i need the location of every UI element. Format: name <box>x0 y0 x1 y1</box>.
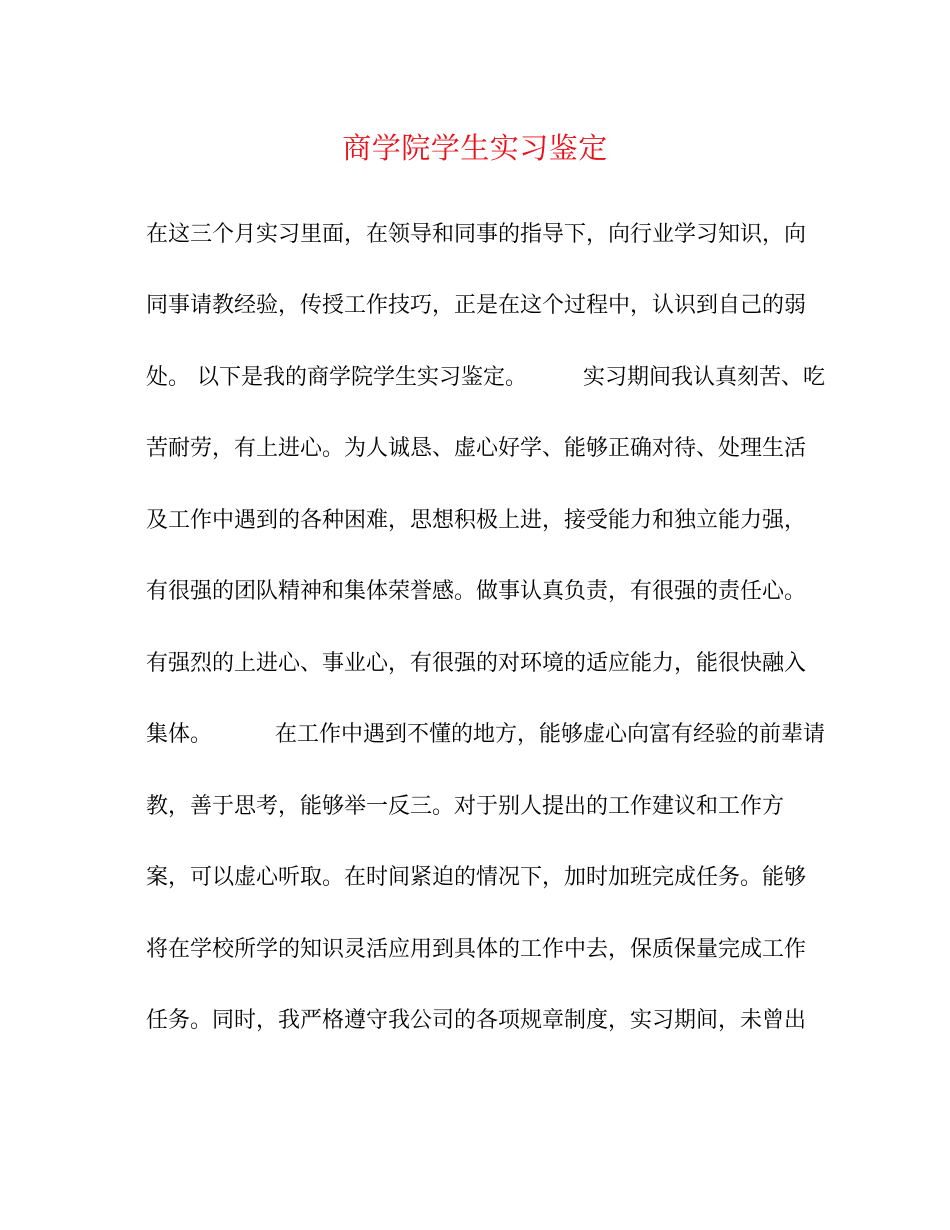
body-text-line: 处。 以下是我的商学院学生实习鉴定。 实习期间我认真刻苦、吃 <box>146 365 825 390</box>
body-text-line: 有强烈的上进心、事业心，有很强的对环境的适应能力，能很快融入 <box>146 651 807 676</box>
body-text-line: 任务。同时，我严格遵守我公司的各项规章制度，实习期间，未曾出 <box>146 1008 807 1033</box>
body-text-line: 苦耐劳，有上进心。为人诚恳、虚心好学、能够正确对待、处理生活 <box>146 436 807 461</box>
body-text-line: 集体。 在工作中遇到不懂的地方，能够虚心向富有经验的前辈请 <box>146 722 825 747</box>
document-title: 商学院学生实习鉴定 <box>342 131 608 165</box>
body-text-line: 案，可以虚心听取。在时间紧迫的情况下，加时加班完成任务。能够 <box>146 865 807 890</box>
body-text-line: 及工作中遇到的各种困难，思想积极上进，接受能力和独立能力强， <box>146 508 807 533</box>
body-text-line: 有很强的团队精神和集体荣誉感。做事认真负责，有很强的责任心。 <box>146 579 807 604</box>
body-text-line: 在这三个月实习里面，在领导和同事的指导下，向行业学习知识，向 <box>146 222 807 247</box>
body-text-line: 同事请教经验，传授工作技巧，正是在这个过程中，认识到自己的弱 <box>146 293 807 318</box>
body-text-line: 教，善于思考，能够举一反三。对于别人提出的工作建议和工作方 <box>146 794 785 819</box>
body-text-line: 将在学校所学的知识灵活应用到具体的工作中去，保质保量完成工作 <box>146 937 807 962</box>
